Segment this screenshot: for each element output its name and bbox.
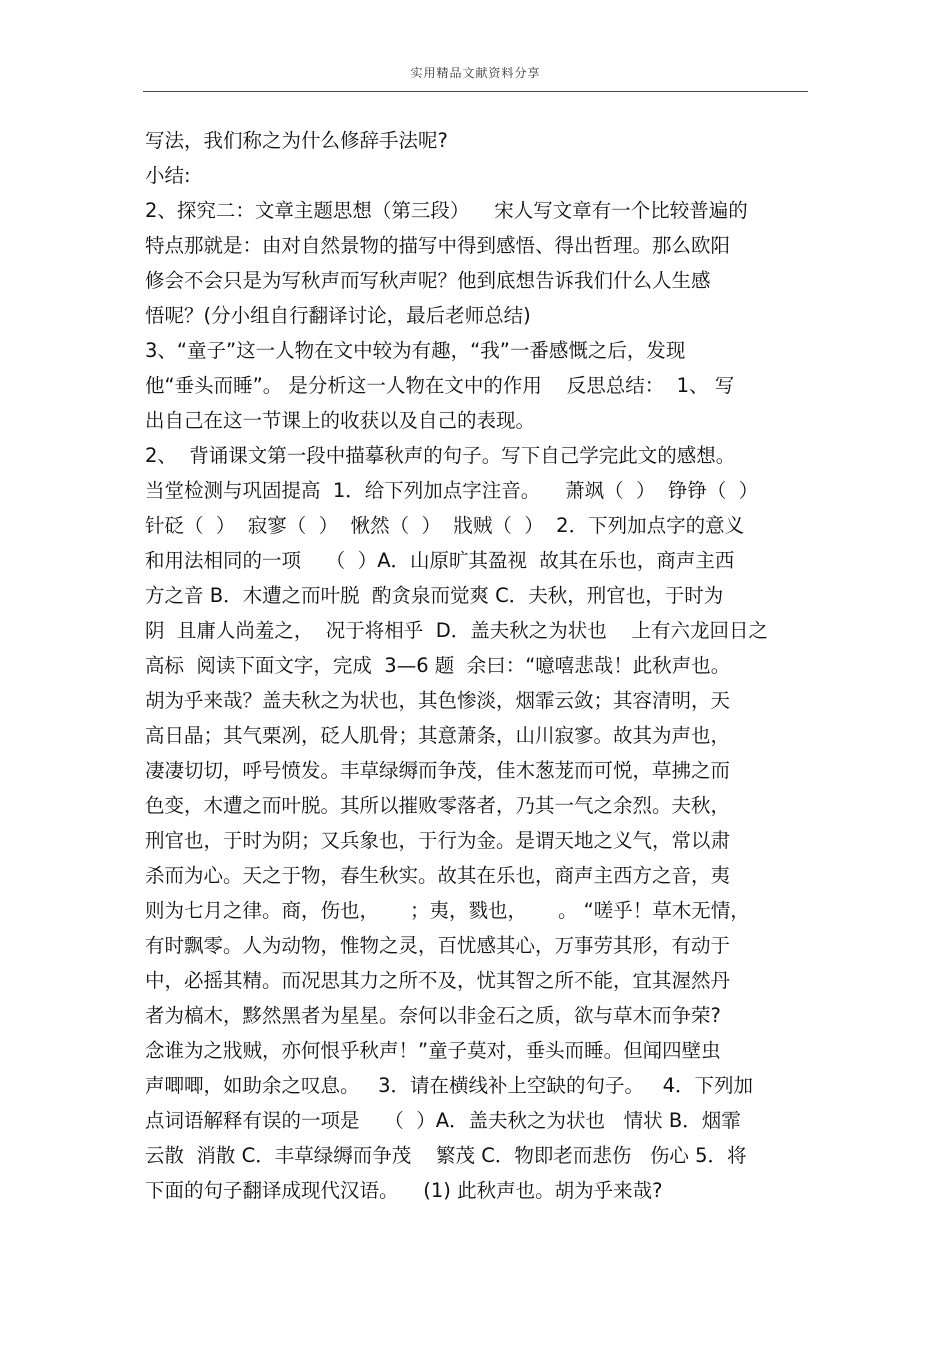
text-line: 小结: bbox=[145, 164, 191, 187]
text-line: 云散 消散 C．丰草绿缛而争茂 繁茂 C．物即老而悲伤 伤心 5．将 bbox=[145, 1144, 747, 1167]
text-line: 悟呢？(分小组自行翻译讨论，最后老师总结) bbox=[145, 304, 531, 327]
text-line: 当堂检测与巩固提高 1．给下列加点字注音。 萧飒（ ） 铮铮（ ） bbox=[145, 479, 759, 502]
text-line: 特点那就是：由对自然景物的描写中得到感悟、得出哲理。那么欧阳 bbox=[145, 234, 731, 257]
text-line: 方之音 B．木遭之而叶脱 酌贪泉而觉爽 C．夫秋，刑官也，于时为 bbox=[145, 584, 724, 607]
text-line: 高标 阅读下面文字，完成 3—6 题 余曰：“噫嘻悲哉！此秋声也。 bbox=[145, 654, 731, 677]
text-line: 中，必摇其精。而况思其力之所不及，忧其智之所不能，宜其渥然丹 bbox=[145, 969, 731, 992]
text-line: 色变，木遭之而叶脱。其所以摧败零落者，乃其一气之余烈。夫秋， bbox=[145, 794, 731, 817]
document-body bbox=[145, 123, 810, 1208]
text-line: 和用法相同的一项 （ ）A．山原旷其盈视 故其在乐也，商声主西 bbox=[145, 549, 735, 572]
text-line: 下面的句子翻译成现代汉语。 (1) 此秋声也。胡为乎来哉? bbox=[145, 1179, 663, 1202]
text-line: 者为槁木，黟然黑者为星星。奈何以非金石之质，欲与草木而争荣? bbox=[145, 1004, 721, 1027]
text-line: 刑官也，于时为阴；又兵象也，于行为金。是谓天地之义气，常以肃 bbox=[145, 829, 731, 852]
text-line: 则为七月之律。商，伤也， ；夷，戮也， 。 “嗟乎！草木无情， bbox=[145, 899, 750, 922]
text-line: 写法，我们称之为什么修辞手法呢? bbox=[145, 129, 448, 152]
text-line: 杀而为心。天之于物，春生秋实。故其在乐也，商声主西方之音，夷 bbox=[145, 864, 731, 887]
text-line: 修会不会只是为写秋声而写秋声呢？他到底想告诉我们什么人生感 bbox=[145, 269, 711, 292]
text-line: 有时飘零。人为动物，惟物之灵，百忧感其心，万事劳其形，有动于 bbox=[145, 934, 731, 957]
text-line: 凄凄切切，呼号愤发。丰草绿缛而争茂，佳木葱茏而可悦，草拂之而 bbox=[145, 759, 731, 782]
text-line: 2、 背诵课文第一段中描摹秋声的句子。写下自己学完此文的感想。 bbox=[145, 444, 736, 467]
header-title: 实用精品文献资料分享 bbox=[410, 66, 541, 80]
text-line: 高日晶；其气栗冽，砭人肌骨；其意萧条，山川寂寥。故其为声也， bbox=[145, 724, 731, 747]
text-line: 出自己在这一节课上的收获以及自己的表现。 bbox=[145, 409, 536, 432]
text-line: 2、探究二：文章主题思想（第三段） 宋人写文章有一个比较普遍的 bbox=[145, 199, 748, 222]
text-line: 胡为乎来哉？盖夫秋之为状也，其色惨淡，烟霏云敛；其容清明，天 bbox=[145, 689, 731, 712]
text-line: 他“垂头而睡”。 是分析这一人物在文中的作用 反思总结： 1、 写 bbox=[145, 374, 735, 397]
text-line: 针砭（ ） 寂寥（ ） 愀然（ ） 戕贼（ ） 2．下列加点字的意义 bbox=[145, 514, 745, 537]
text-line: 声唧唧，如助余之叹息。 3．请在横线补上空缺的句子。 4．下列加 bbox=[145, 1074, 754, 1097]
text-line: 念谁为之戕贼，亦何恨乎秋声！”童子莫对，垂头而睡。但闻四壁虫 bbox=[145, 1039, 721, 1062]
page-header bbox=[143, 62, 808, 92]
text-line: 点词语解释有误的一项是 （ ）A．盖夫秋之为状也 情状 B．烟霏 bbox=[145, 1109, 741, 1132]
text-line: 3、“童子”这一人物在文中较为有趣，“我”一番感慨之后，发现 bbox=[145, 339, 686, 362]
text-line: 阴 且庸人尚羞之， 况于将相乎 D．盖夫秋之为状也 上有六龙回日之 bbox=[145, 619, 769, 642]
